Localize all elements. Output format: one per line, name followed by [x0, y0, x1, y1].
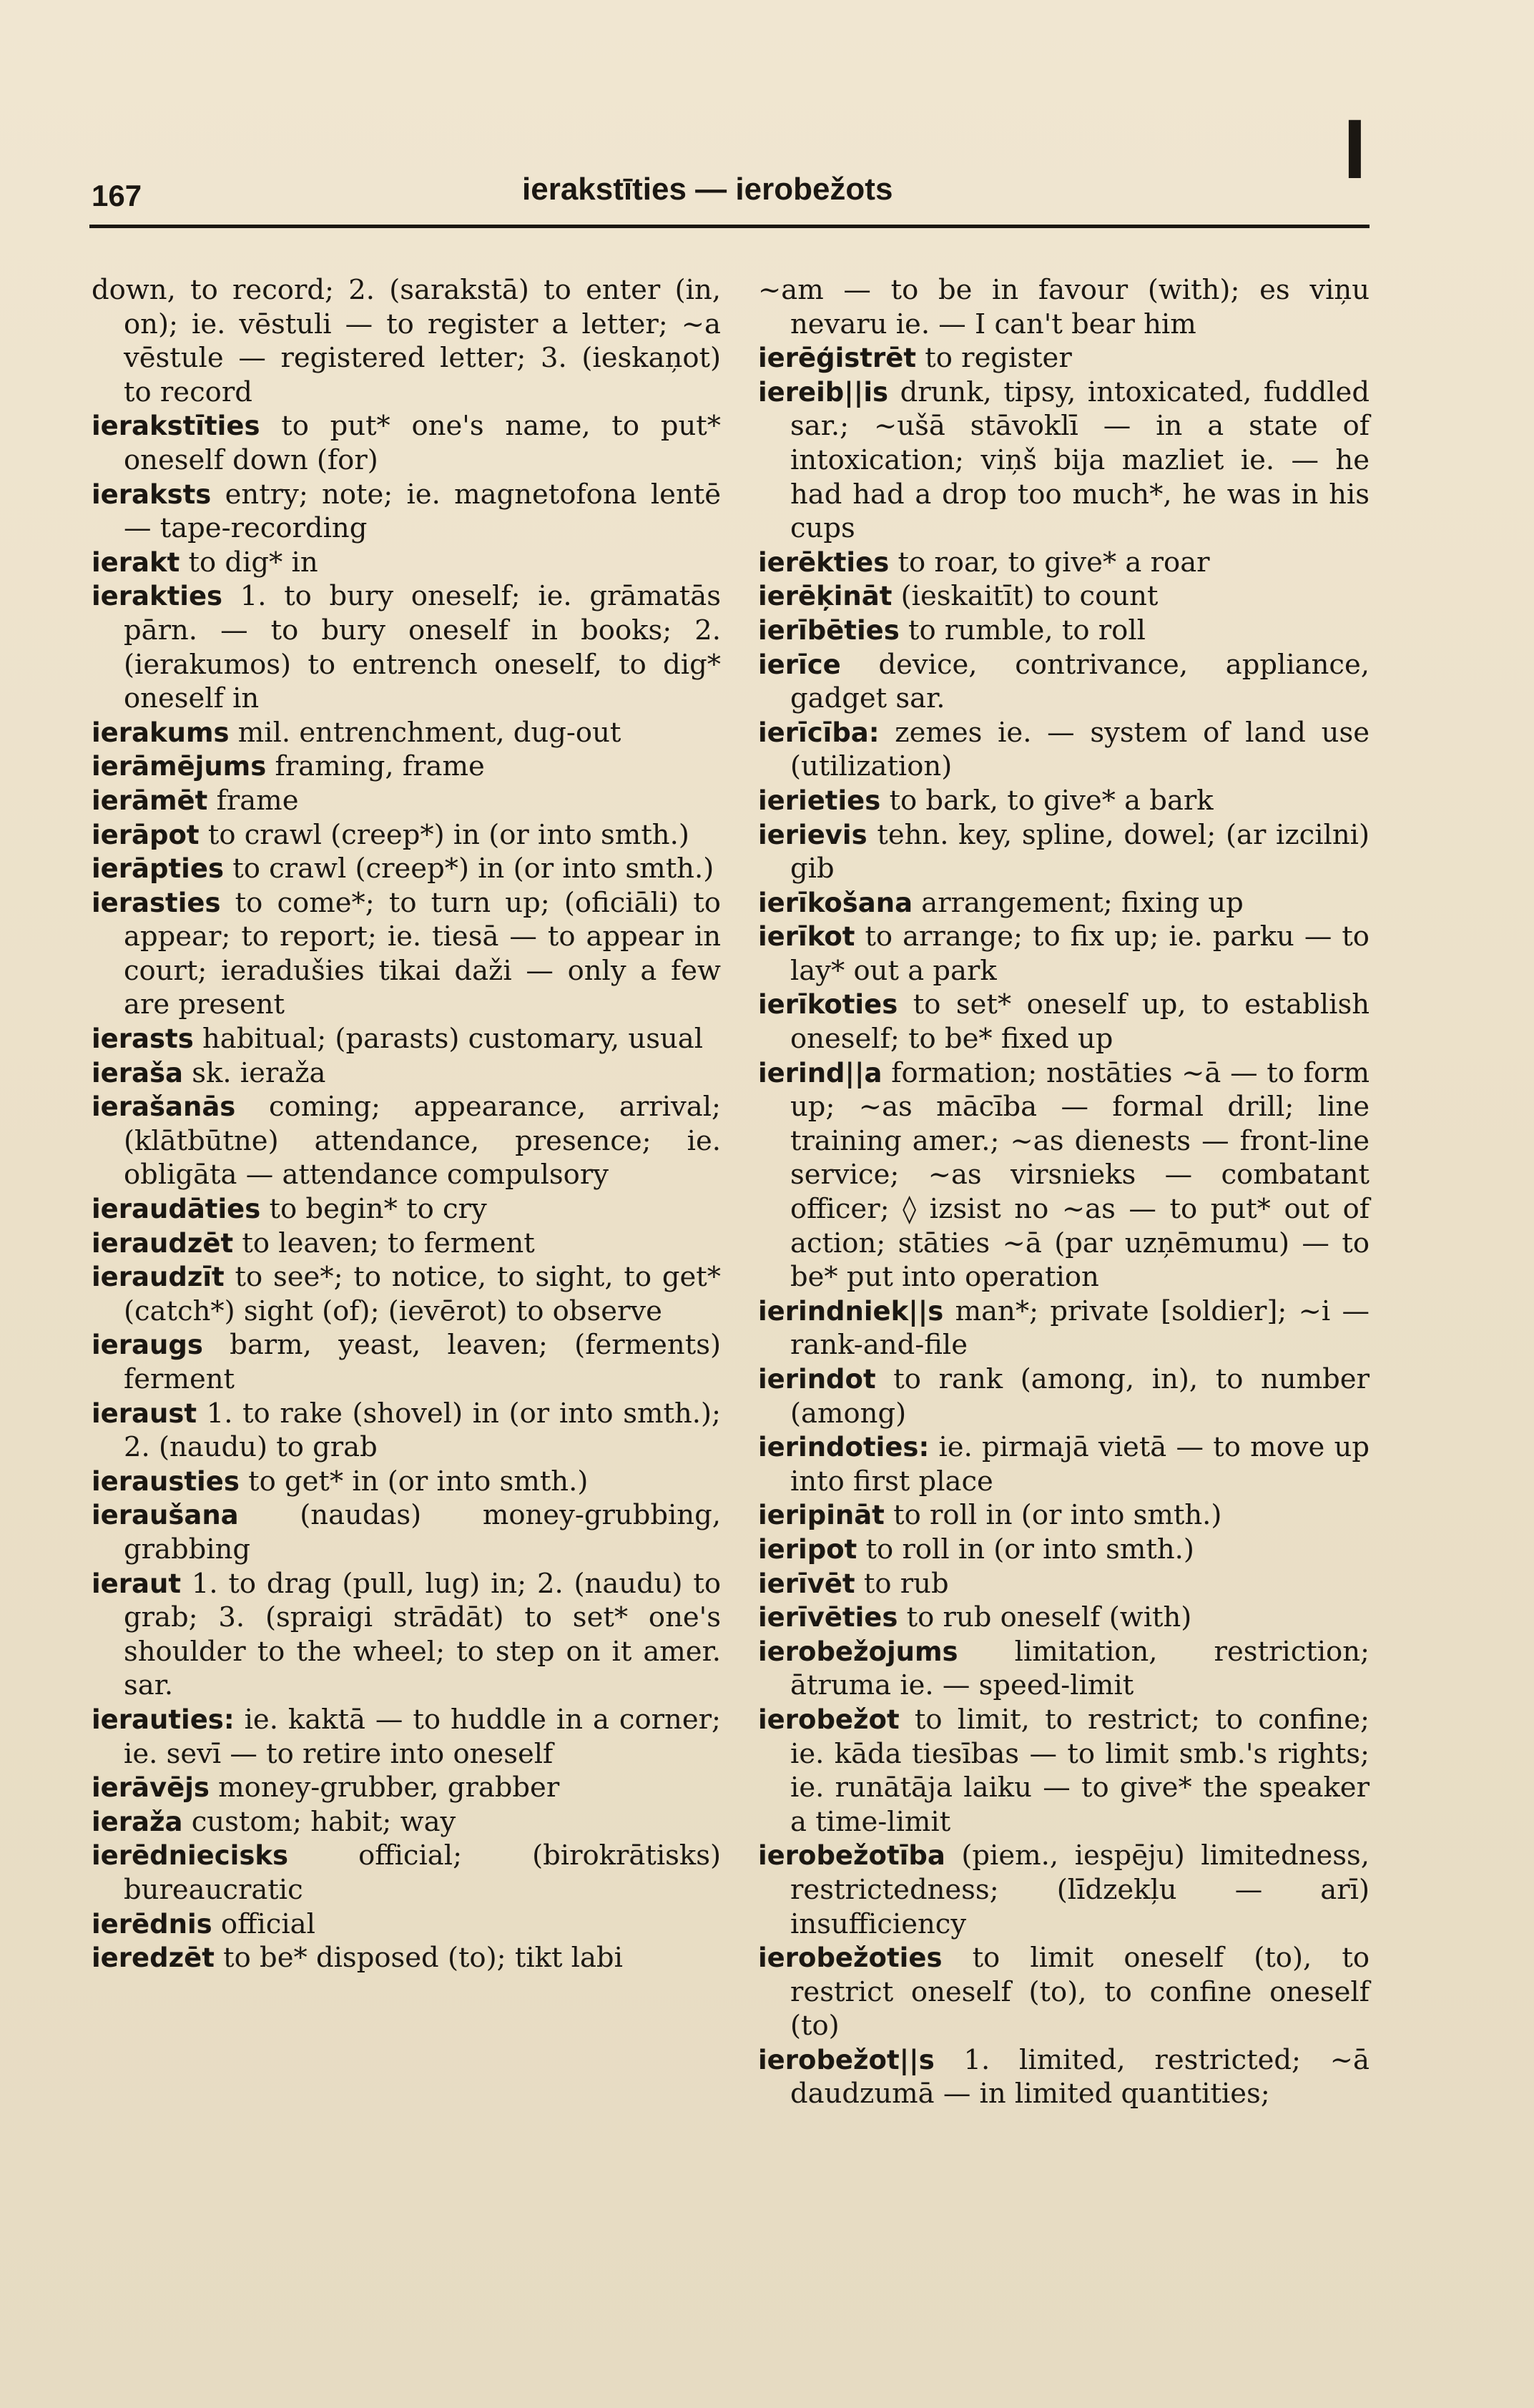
entry-headword: ierobežojums [758, 1636, 958, 1667]
entry-headword: ierieties [758, 785, 881, 816]
entry-headword: ierīvēt [758, 1568, 855, 1599]
entry-definition: framing, frame [275, 750, 485, 783]
entry-definition: official; (birokrātisks) bureaucratic [124, 1839, 721, 1906]
entry-headword: ieraust [92, 1397, 197, 1429]
entry-headword: ierobežotība [758, 1840, 945, 1872]
entry-headword: ieripot [758, 1533, 857, 1565]
entry-definition: to leaven; to ferment [242, 1227, 535, 1259]
entry-headword: ieraža [92, 1806, 183, 1837]
entry-headword: ieraugs [92, 1330, 203, 1361]
dictionary-entry [92, 1192, 721, 1227]
entry-headword: ierakums [92, 717, 230, 748]
entry-definition: custom; habit; way [191, 1805, 456, 1838]
dictionary-entry [758, 1533, 1370, 1567]
entry-headword: ierāvējs [92, 1772, 210, 1804]
entry-definition: to set* oneself up, to establish oneself; to be* fixed up [790, 988, 1370, 1056]
dictionary-entry [92, 818, 721, 852]
entry-definition: (piem., iespēju) limitedness, restrictedness; (līdzekļu — arī) insufficiency [790, 1839, 1370, 1940]
entry-headword: ierīkot [758, 921, 855, 953]
entry-headword: ierīvēties [758, 1602, 898, 1633]
entry-headword: ierievis [758, 819, 867, 850]
left-column [92, 273, 721, 1975]
entry-definition: to rub oneself (with) [906, 1601, 1192, 1634]
entry-headword: ierīcība: [758, 717, 880, 748]
right-column [758, 273, 1370, 2111]
entry-definition: to rumble, to roll [908, 614, 1146, 647]
dictionary-entry [758, 1362, 1370, 1430]
entry-definition: habitual; (parasts) customary, usual [202, 1023, 704, 1056]
entry-definition: to see*; to notice, to sight, to get* (catch*) sight (of); (ievērot) to observe [124, 1261, 722, 1327]
entry-headword: ierēķināt [758, 581, 893, 612]
dictionary-entry [758, 920, 1370, 988]
entry-headword: ieraksts [92, 478, 212, 510]
dictionary-entry [758, 1498, 1370, 1533]
entry-definition: to limit oneself (to), to restrict oneself (to), to confine oneself (to) [790, 1942, 1370, 2043]
entry-definition: official [220, 1907, 315, 1940]
dictionary-entry [92, 750, 721, 784]
dictionary-entry [92, 1567, 721, 1703]
entry-headword: ieraut [92, 1568, 182, 1599]
dictionary-entry [92, 1056, 721, 1091]
entry-definition: man*; private [soldier]; ~i — rank-and-file [790, 1294, 1370, 1362]
dictionary-entry [758, 273, 1370, 341]
dictionary-entry [92, 886, 721, 1022]
entry-definition: to bark, to give* a bark [889, 784, 1214, 817]
dictionary-entry [92, 852, 721, 886]
entry-headword: ieraša [92, 1057, 183, 1088]
entry-headword: ieripināt [758, 1500, 885, 1531]
entry-headword: ierāpties [92, 853, 224, 885]
running-head: ierakstīties — ierobežots [522, 172, 893, 207]
entry-definition: to register [925, 342, 1072, 375]
entry-definition: to arrange; to fix up; ie. parku — to lay* out a park [790, 920, 1370, 987]
entry-headword: ierakstīties [92, 411, 260, 442]
dictionary-entry [92, 784, 721, 818]
dictionary-entry [92, 546, 721, 580]
dictionary-entry [92, 1328, 721, 1396]
entry-headword: ierīce [758, 649, 841, 680]
entry-definition: coming; appearance, arrival; (klātbūtne) attendance, presence; ie. obligāta — attendance compulsory [124, 1091, 721, 1191]
entry-definition: ~am — to be in favour (with); es viņu nevaru ie. — I can't bear him [758, 274, 1370, 340]
entry-headword: ierindniek||s [758, 1295, 944, 1327]
entry-headword: ierobežoties [758, 1942, 943, 1974]
entry-definition: to dig* in [188, 546, 318, 579]
entry-definition: 1. limited, restricted; ~ā daudzumā — in limited quantities; [790, 2043, 1370, 2110]
entry-headword: ierāmēt [92, 785, 208, 816]
entry-definition: formation; nostāties ~ā — to form up; ~as mācība — formal drill; line training amer.; ~as dienests — front-line service; ~as virsnieks — combatant officer; ◊ izsist no ~as — to put* out of action; stāties ~ā (par uzņēmumu) — to be* put into operation [790, 1056, 1370, 1294]
entry-headword: ierakt [92, 546, 180, 578]
entry-definition: to roar, to give* a roar [898, 546, 1210, 579]
dictionary-entry [92, 1703, 721, 1771]
entry-definition: to begin* to cry [269, 1193, 487, 1226]
entry-definition: 1. to drag (pull, lug) in; 2. (naudu) to grab; 3. (spraigi strādāt) to set* one's shoulder to the wheel; to step on it amer. sar. [124, 1567, 721, 1702]
entry-definition: mil. entrenchment, dug-out [237, 716, 621, 749]
entry-definition: arrangement; fixing up [921, 886, 1244, 919]
dictionary-entry [758, 1567, 1370, 1601]
entry-definition: to put* one's name, to put* oneself down (for) [124, 410, 721, 476]
entry-definition: to roll in (or into smth.) [893, 1499, 1222, 1532]
entry-headword: ierasts [92, 1023, 194, 1055]
entry-headword: ieraudāties [92, 1194, 261, 1225]
thumb-index-letter: I [1343, 102, 1367, 197]
dictionary-entry [92, 1260, 721, 1328]
entry-definition: drunk, tipsy, intoxicated, fuddled sar.; ~ušā stāvoklī — in a state of intoxication; viņš bija mazliet ie. — he had had a drop too much*, he was in his cups [790, 375, 1370, 545]
entry-headword: ierāpot [92, 819, 200, 850]
dictionary-entry [758, 375, 1370, 546]
entry-definition: down, to record; 2. (sarakstā) to enter (in, on); ie. vēstuli — to register a letter; ~a vēstule — registered letter; 3. (ieskaņot) to record [92, 274, 721, 408]
dictionary-entry [758, 1294, 1370, 1362]
entry-headword: ierasties [92, 887, 221, 918]
entry-definition: to get* in (or into smth.) [248, 1465, 589, 1498]
entry-definition: to be* disposed (to); tikt labi [223, 1942, 623, 1975]
entry-definition: to roll in (or into smth.) [865, 1533, 1194, 1566]
dictionary-entry [92, 409, 721, 477]
dictionary-entry [92, 1090, 721, 1192]
dictionary-entry [758, 1839, 1370, 1941]
dictionary-entry [92, 1022, 721, 1056]
dictionary-entry [758, 648, 1370, 716]
entry-definition: entry; note; ie. magnetofona lentē — tape-recording [124, 478, 721, 545]
entry-headword: ierībēties [758, 614, 900, 646]
dictionary-entry [92, 1397, 721, 1465]
entry-headword: ierīkoties [758, 989, 898, 1021]
entry-headword: ieraudzīt [92, 1262, 225, 1293]
dictionary-entry [92, 1839, 721, 1907]
entry-headword: ierindot [758, 1364, 876, 1395]
dictionary-entry [758, 988, 1370, 1056]
dictionary-entry [758, 1941, 1370, 2043]
entry-headword: iereib||is [758, 376, 889, 408]
entry-definition: to crawl (creep*) in (or into smth.) [232, 852, 714, 885]
entry-definition: to crawl (creep*) in (or into smth.) [207, 818, 689, 851]
dictionary-entry [758, 1056, 1370, 1294]
entry-definition: ie. pirmajā vietā — to move up into first place [790, 1431, 1370, 1498]
entry-definition: 1. to rake (shovel) in (or into smth.); 2. (naudu) to grab [124, 1397, 721, 1464]
dictionary-entry [92, 716, 721, 750]
dictionary-entry [92, 1805, 721, 1839]
entry-headword: ierind||a [758, 1057, 882, 1088]
dictionary-entry [92, 1771, 721, 1805]
entry-headword: ierāmējums [92, 751, 267, 782]
entry-definition: device, contrivance, appliance, gadget sar. [790, 648, 1370, 715]
dictionary-entry [758, 579, 1370, 614]
entry-definition: to limit, to restrict; to confine; ie. kāda tiesības — to limit smb.'s rights; ie. runātāja laiku — to give* the speaker a time-limit [790, 1703, 1370, 1838]
dictionary-entry [92, 1498, 721, 1566]
dictionary-entry [758, 818, 1370, 886]
entry-headword: ieraušana [92, 1500, 239, 1531]
entry-headword: ierindoties: [758, 1432, 930, 1463]
dictionary-entry [92, 1465, 721, 1499]
entry-headword: ierobežot||s [758, 2044, 935, 2075]
entry-definition: zemes ie. — system of land use (utilization) [790, 716, 1370, 783]
entry-definition: (ieskaitīt) to count [900, 580, 1159, 613]
dictionary-entry [758, 341, 1370, 375]
entry-definition: money-grubber, grabber [218, 1771, 560, 1804]
dictionary-entry [92, 579, 721, 715]
entry-definition: to rub [863, 1567, 949, 1600]
entry-definition: barm, yeast, leaven; (ferments) ferment [124, 1329, 721, 1395]
dictionary-entry [758, 1430, 1370, 1498]
dictionary-entry [758, 2043, 1370, 2111]
page-number: 167 [92, 179, 142, 212]
entry-definition: 1. to bury oneself; ie. grāmatās pārn. — to bury oneself in books; 2. (ierakumos) to entrench oneself, to dig* oneself in [124, 580, 721, 715]
entry-headword: ierīkošana [758, 887, 913, 918]
dictionary-entry [758, 886, 1370, 920]
dictionary-entry [92, 1907, 721, 1942]
dictionary-entry [758, 546, 1370, 580]
entry-headword: ierauties: [92, 1704, 235, 1735]
entry-definition: to rank (among, in), to number (among) [790, 1363, 1370, 1430]
dictionary-entry [758, 1635, 1370, 1703]
header-rule [89, 225, 1370, 228]
entry-definition: tehn. key, spline, dowel; (ar izcilni) gib [790, 818, 1370, 885]
dictionary-entry [758, 1601, 1370, 1635]
entry-definition: (naudas) money-grubbing, grabbing [124, 1499, 721, 1566]
entry-definition: sk. ieraža [192, 1056, 326, 1089]
entry-definition: to come*; to turn up; (oficiāli) to appear; to report; ie. tiesā — to appear in court; ieradušies tikai daži — only a few are present [124, 886, 721, 1021]
dictionary-entry [758, 716, 1370, 784]
entry-definition: limitation, restriction; ātruma ie. — speed-limit [790, 1635, 1370, 1702]
entry-headword: ierēkties [758, 546, 890, 578]
entry-definition: ie. kaktā — to huddle in a corner; ie. sevī — to retire into oneself [124, 1703, 721, 1770]
dictionary-entry [758, 1703, 1370, 1839]
entry-headword: ieraudzēt [92, 1227, 234, 1259]
entry-headword: ierobežot [758, 1704, 900, 1735]
dictionary-entry [92, 1227, 721, 1261]
dictionary-entry [92, 478, 721, 546]
dictionary-entry [758, 614, 1370, 648]
entry-headword: ierēdnis [92, 1908, 212, 1940]
entry-headword: ierašanās [92, 1091, 236, 1123]
entry-headword: ierēģistrēt [758, 343, 917, 374]
entry-headword: ieredzēt [92, 1942, 215, 1974]
dictionary-entry [758, 784, 1370, 818]
entry-headword: ierakties [92, 581, 223, 612]
dictionary-entry [92, 1941, 721, 1975]
dictionary-entry [92, 273, 721, 409]
entry-definition: frame [216, 784, 299, 817]
entry-headword: ierēdniecisks [92, 1840, 288, 1872]
entry-headword: ierausties [92, 1465, 240, 1497]
